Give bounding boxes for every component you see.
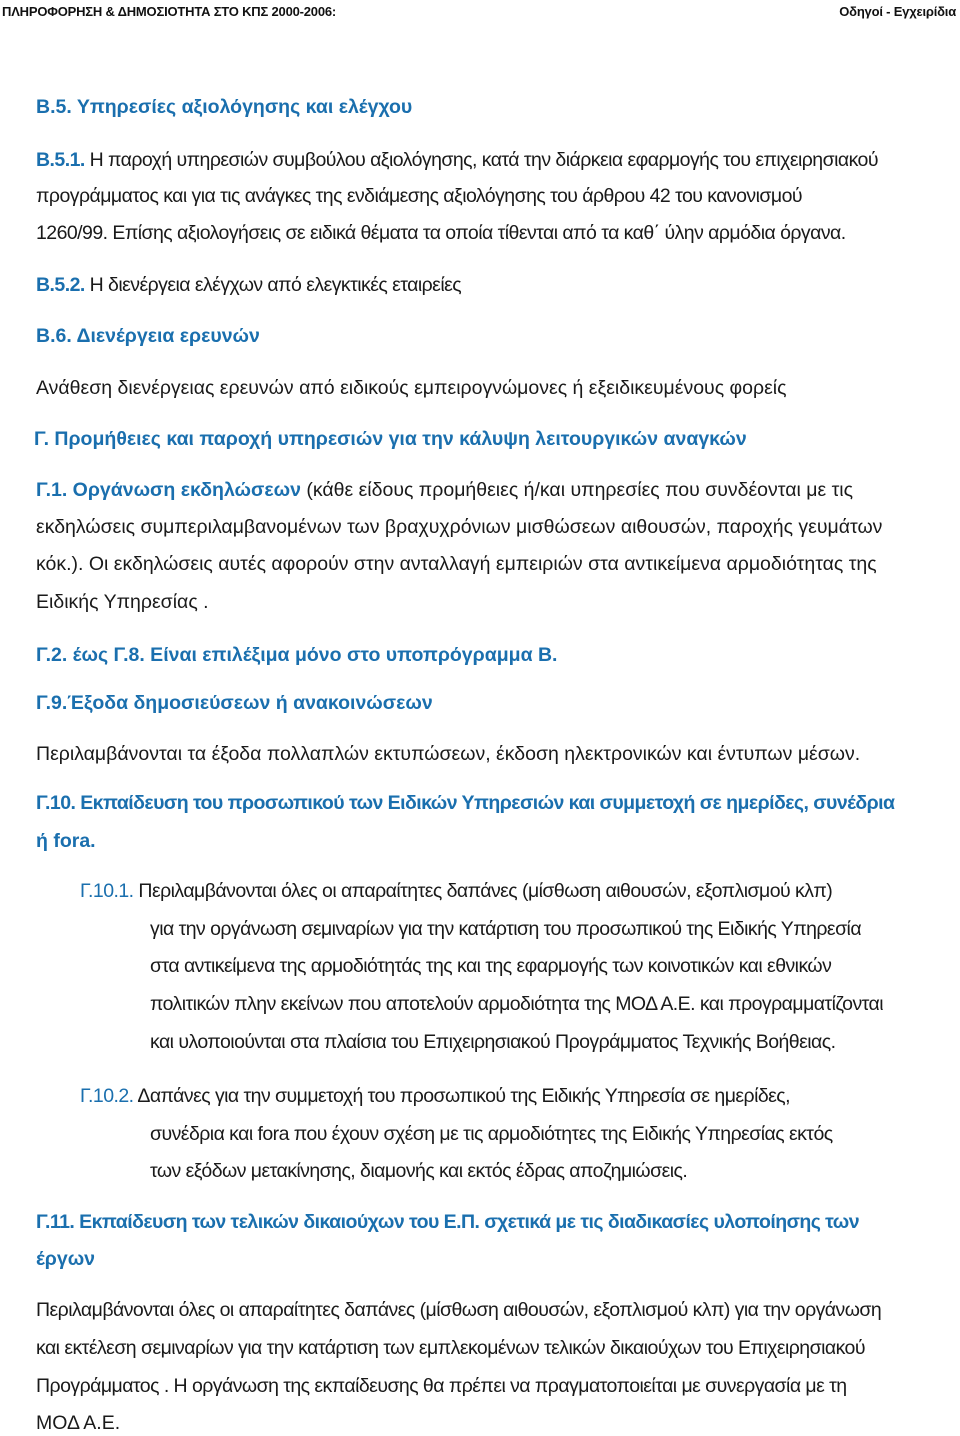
heading-g10-line-2: ή fora. [36, 830, 96, 852]
heading-g: Γ. Προμήθειες και παροχή υπηρεσιών για την κάλυψη λειτουργικών αναγκών [34, 428, 747, 450]
b52-line [36, 272, 461, 298]
b51-line-1 [36, 147, 878, 173]
b51-text-1: Η παροχή υπηρεσιών συμβούλου αξιολόγησης, κατά την διάρκεια εφαρμογής του επιχειρησιακού [89, 149, 878, 171]
g101-line-5: και υλοποιούνται στα πλαίσια του Επιχειρησιακού Προγράμματος Τεχνικής Βοήθειας. [150, 1031, 836, 1053]
g9-text: Περιλαμβάνονται τα έξοδα πολλαπλών εκτυπώσεων, έκδοση ηλεκτρονικών και έντυπων μέσων. [36, 743, 861, 765]
g1-line-4: Ειδικής Υπηρεσίας . [36, 591, 209, 613]
g1-text-1: (κάθε είδους προμήθειες ή/και υπηρεσίες που συνδέονται με τις [306, 479, 853, 501]
g1-heading: Γ.1. Οργάνωση εκδηλώσεων [36, 479, 301, 501]
b52-number: Β.5.2. [36, 274, 85, 296]
b51-line-2: προγράμματος και για τις ανάγκες της ενδιάμεσης αξιολόγησης του άρθρου 42 του κανονισμού [36, 185, 802, 207]
g102-text-1: Δαπάνες για την συμμετοχή του προσωπικού της Ειδικής Υπηρεσία σε ημερίδες, [137, 1085, 791, 1107]
g101-text-1: Περιλαμβάνονται όλες οι απαραίτητες δαπάνες (μίσθωση αιθουσών, εξοπλισμού κλπ) [138, 880, 833, 902]
page-header [0, 0, 960, 22]
heading-g10-line-1: Γ.10. Εκπαίδευση του προσωπικού των Ειδικών Υπηρεσιών και συμμετοχή σε ημερίδες, συνέδρια [36, 792, 895, 814]
g102-number: Γ.10.2. [80, 1085, 134, 1107]
g101-number: Γ.10.1. [80, 880, 134, 902]
g101-line-1 [80, 878, 832, 904]
g102-line-3: των εξόδων μετακίνησης, διαμονής και εκτός έδρας αποζημιώσεις. [150, 1160, 688, 1182]
g11-text-2: και εκτέλεση σεμιναρίων για την κατάρτιση των εμπλεκομένων τελικών δικαιούχων του Επιχειρησιακού [36, 1337, 865, 1359]
header-title: ΠΛΗΡΟΦΟΡΗΣΗ & ΔΗΜΟΣΙΟΤΗΤΑ ΣΤΟ ΚΠΣ 2000-2006: [2, 4, 337, 19]
g1-line-2: εκδηλώσεις συμπεριλαμβανομένων των βραχυχρόνιων μισθώσεων αιθουσών, παροχής γευμάτων [36, 516, 883, 538]
g101-line-3: στα αντικείμενα της αρμοδιότητάς της και της εφαρμογής των κοινοτικών και εθνικών [150, 955, 832, 977]
b6-text: Ανάθεση διενέργειας ερευνών από ειδικούς εμπειρογνώμονες ή εξειδικευμένους φορείς [36, 377, 787, 399]
g11-text-4: ΜΟΔ Α.Ε. [36, 1412, 121, 1434]
heading-b6: Β.6. Διενέργεια ερευνών [36, 325, 260, 347]
g11-text-3: Προγράμματος . Η οργάνωση της εκπαίδευσης θα πρέπει να πραγματοποιείται με συνεργασία με τη [36, 1375, 847, 1397]
g101-line-4: πολιτικών πλην εκείνων που αποτελούν αρμοδιότητα της ΜΟΔ Α.Ε. και προγραμματίζονται [150, 993, 884, 1015]
g102-line-2: συνέδρια και fora που έχουν σχέση με τις αρμοδιότητες της Ειδικής Υπηρεσίας εκτός [150, 1123, 833, 1145]
b52-text: Η διενέργεια ελέγχων από ελεγκτικές εταιρείες [89, 274, 462, 296]
heading-g11-line-2: έργων [36, 1248, 96, 1270]
heading-g11-line-1: Γ.11. Εκπαίδευση των τελικών δικαιούχων του Ε.Π. σχετικά με τις διαδικασίες υλοποίησης των [36, 1211, 860, 1233]
g1-line-1 [36, 477, 853, 503]
b51-line-3: 1260/99. Επίσης αξιολογήσεις σε ειδικά θέματα τα οποία τίθενται από τα καθ΄ ύλην αρμόδια όργανα. [36, 222, 846, 244]
heading-g2-g8: Γ.2. έως Γ.8. Είναι επιλέξιμα μόνο στο υποπρόγραμμα Β. [36, 644, 558, 666]
b51-number: Β.5.1. [36, 149, 85, 171]
heading-g9: Γ.9.Έξοδα δημοσιεύσεων ή ανακοινώσεων [36, 692, 433, 714]
g1-line-3: κόκ.). Οι εκδηλώσεις αυτές αφορούν στην ανταλλαγή εμπειριών στα αντικείμενα αρμοδιότητας της [36, 553, 877, 575]
heading-b5: Β.5. Υπηρεσίες αξιολόγησης και ελέγχου [36, 96, 413, 118]
g102-line-1 [80, 1083, 790, 1109]
g101-line-2: για την οργάνωση σεμιναρίων για την κατάρτιση του προσωπικού της Ειδικής Υπηρεσία [150, 918, 862, 940]
g11-text-1: Περιλαμβάνονται όλες οι απαραίτητες δαπάνες (μίσθωση αιθουσών, εξοπλισμού κλπ) για την οργάνωση [36, 1299, 882, 1321]
header-series: Οδηγοί - Εγχειρίδια [839, 4, 956, 19]
